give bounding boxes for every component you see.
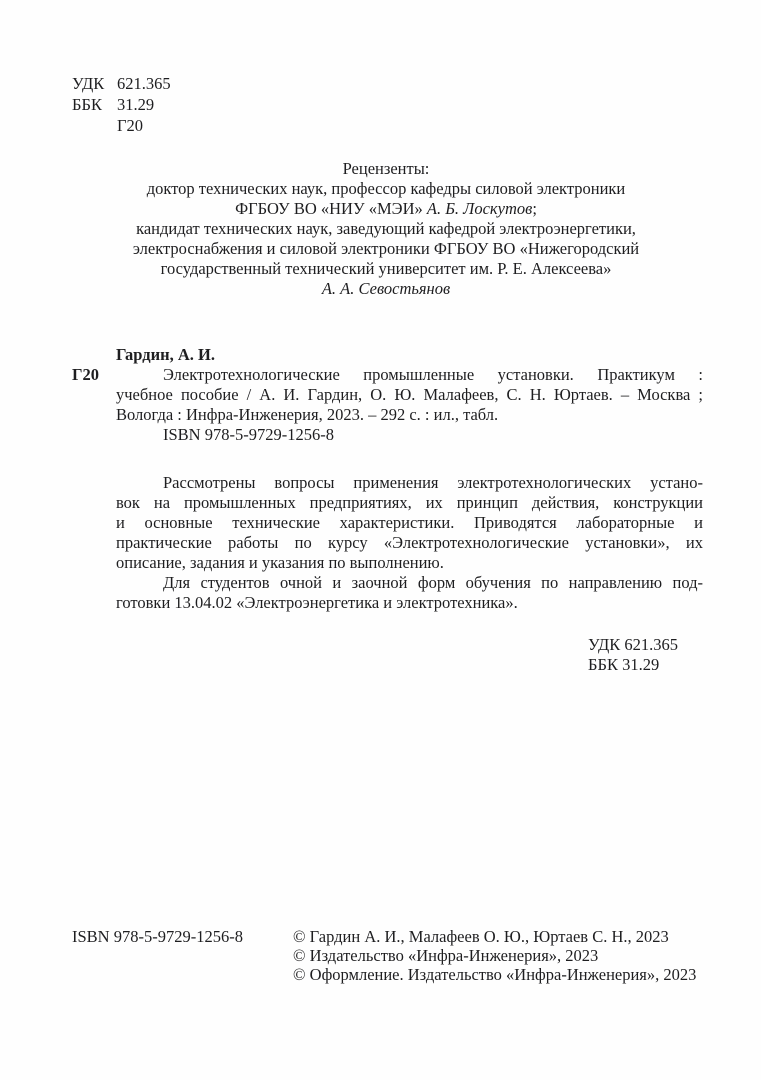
udk-row — [72, 73, 171, 94]
udk-label: УДК — [72, 74, 105, 93]
reviewers-block — [36, 159, 736, 299]
reviewers-heading: Рецензенты: — [342, 159, 430, 178]
catalog-description-line: учебное пособие / А. И. Гардин, О. Ю. Малафеев, С. Н. Юртаев. – Москва ; — [116, 385, 703, 404]
reviewer-1-line-1: доктор технических наук, профессор кафедры силовой электроники — [146, 179, 626, 198]
reviewer-2-line-2: электроснабжения и силовой электроники ФГБОУ ВО «Нижегородский — [132, 239, 640, 258]
annotation-p1-line: практические работы по курсу «Электротехнологические установки», их — [116, 533, 703, 552]
udk-bottom-value: УДК 621.365 — [588, 635, 679, 654]
bbk-row — [72, 94, 171, 115]
annotation-p2-line: Для студентов очной и заочной форм обучения по направлению под- — [163, 573, 703, 592]
annotation-p1-line: Рассмотрены вопросы применения электротехнологических устано- — [163, 473, 703, 492]
reviewer-2-name: А. А. Севостьянов — [321, 279, 451, 298]
copyright-line: © Издательство «Инфра-Инженерия», 2023 — [293, 946, 599, 965]
annotation-p1-line: вок на промышленных предприятиях, их принцип действия, конструкции — [116, 493, 703, 512]
catalog-description-line: Вологда : Инфра-Инженерия, 2023. – 292 с. : ил., табл. — [116, 405, 499, 424]
bbk-bottom-value: ББК 31.29 — [588, 655, 660, 674]
catalog-margin-code: Г20 — [72, 365, 99, 384]
copyright-line: © Оформление. Издательство «Инфра-Инженерия», 2023 — [293, 965, 697, 984]
annotation-p1-line: описание, задания и указания по выполнению. — [116, 553, 444, 572]
reviewer-1-affiliation: ФГБОУ ВО «НИУ «МЭИ» — [235, 199, 423, 218]
author-code: Г20 — [117, 116, 144, 135]
bbk-label: ББК — [72, 95, 102, 114]
copyright-line: © Гардин А. И., Малафеев О. Ю., Юртаев С. Н., 2023 — [293, 927, 669, 946]
classification-block — [72, 73, 171, 136]
author-code-row — [72, 115, 171, 136]
reviewer-1-name: А. Б. Лоскутов — [426, 199, 533, 218]
classification-bottom-block — [588, 635, 678, 675]
annotation-block — [116, 473, 703, 613]
reviewer-2-line-3: государственный технический университет им. Р. Е. Алексеева» — [160, 259, 612, 278]
catalog-description-line: Электротехнологические промышленные установки. Практикум : — [163, 365, 703, 384]
annotation-p1-line: и основные технические характеристики. Приводятся лабораторные и — [116, 513, 703, 532]
bbk-value: 31.29 — [117, 95, 155, 114]
annotation-p2-line: готовки 13.04.02 «Электроэнергетика и электротехника». — [116, 593, 518, 612]
reviewer-1-line-2 — [36, 199, 736, 219]
reviewer-1-separator: ; — [532, 199, 537, 218]
udk-value: 621.365 — [117, 74, 171, 93]
reviewer-2-name-line — [36, 279, 736, 299]
catalog-isbn: ISBN 978-5-9729-1256-8 — [163, 425, 334, 444]
catalog-author: Гардин, А. И. — [116, 345, 215, 364]
copyright-list — [293, 927, 696, 984]
footer-isbn: ISBN 978-5-9729-1256-8 — [72, 927, 243, 946]
reviewer-2-line-1: кандидат технических наук, заведующий кафедрой электроэнергетики, — [136, 219, 636, 238]
catalog-card — [72, 345, 703, 445]
